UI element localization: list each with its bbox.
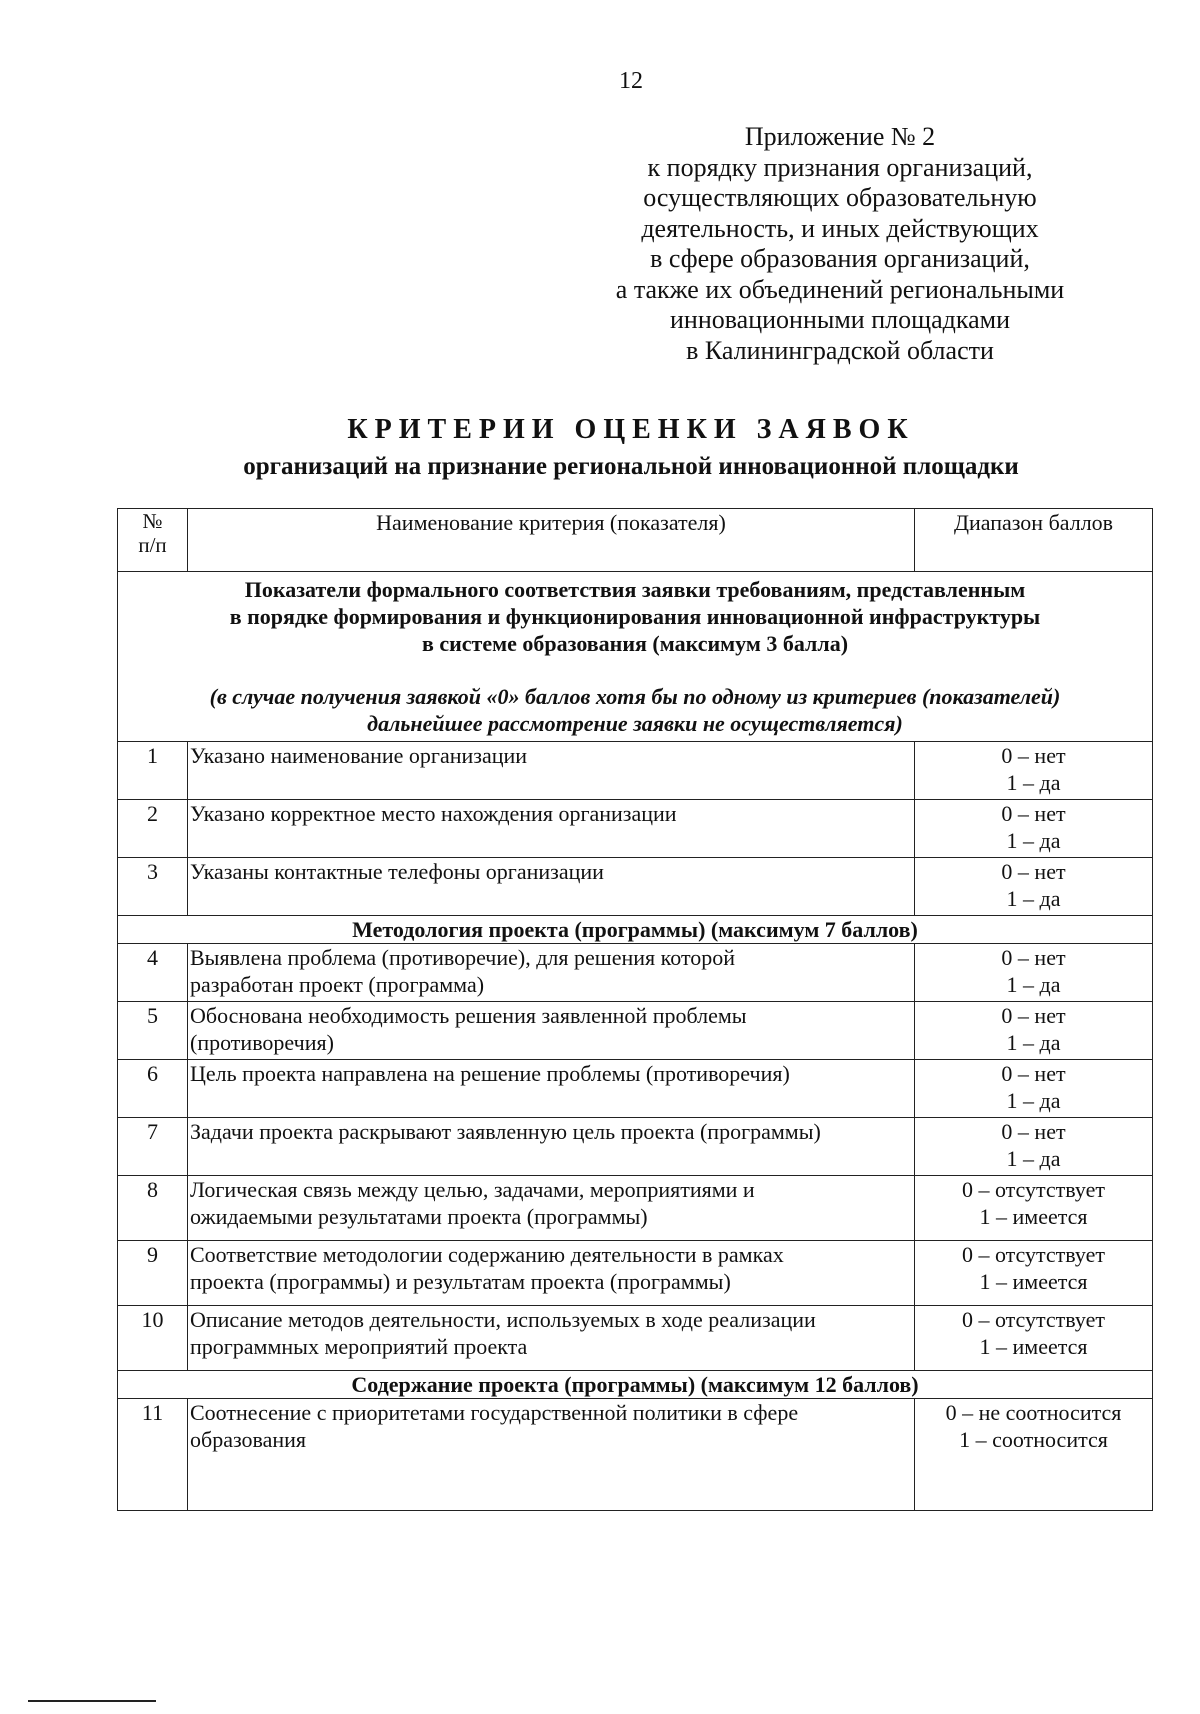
row-criterion	[188, 1176, 915, 1241]
appendix-line: деятельность, и иных действующих	[641, 213, 1039, 243]
header-criterion: Наименование критерия (показателя)	[188, 509, 915, 572]
section-line: Показатели формального соответствия заявки требованиям, представленным	[244, 577, 1026, 602]
score-option: 1 – имеется	[979, 1204, 1088, 1229]
criterion-line: Логическая связь между целью, задачами, мероприятиями и	[190, 1177, 755, 1202]
row-score-range	[915, 858, 1153, 916]
row-criterion	[188, 1399, 915, 1511]
criterion-line: Обоснована необходимость решения заявленной проблемы	[190, 1003, 747, 1028]
table-row	[118, 1060, 1153, 1118]
row-criterion	[188, 944, 915, 1002]
page-number: 12	[619, 68, 643, 94]
section-line: в системе образования (максимум 3 балла)	[421, 631, 849, 656]
row-number: 2	[118, 800, 188, 858]
row-score-range	[915, 1176, 1153, 1241]
table-row	[118, 1118, 1153, 1176]
row-number: 9	[118, 1241, 188, 1306]
score-option: 0 – нет	[1001, 1061, 1066, 1086]
row-number: 1	[118, 742, 188, 800]
score-option: 1 – да	[1006, 1088, 1061, 1113]
criterion-line: образования	[190, 1427, 307, 1452]
section-title: Методология проекта (программы) (максимум 7 баллов)	[118, 916, 1153, 944]
score-option: 1 – да	[1006, 1030, 1061, 1055]
criterion-line: Выявлена проблема (противоречие), для решения которой	[190, 945, 736, 970]
section-note-line: (в случае получения заявкой «0» баллов хотя бы по одному из критериев (показателей)	[209, 684, 1061, 709]
row-number: 10	[118, 1306, 188, 1371]
criterion-line: Соотнесение с приоритетами государственной политики в сфере	[190, 1400, 799, 1425]
row-score-range	[915, 1399, 1153, 1511]
criterion-line: Цель проекта направлена на решение проблемы (противоречия)	[190, 1061, 790, 1086]
score-option: 0 – нет	[1001, 945, 1066, 970]
appendix-block	[560, 122, 1120, 366]
score-option: 1 – имеется	[979, 1269, 1088, 1294]
header-number	[118, 509, 188, 572]
row-number: 8	[118, 1176, 188, 1241]
criterion-line: программных мероприятий проекта	[190, 1334, 528, 1359]
document-title: КРИТЕРИИ ОЦЕНКИ ЗАЯВОК	[347, 414, 915, 445]
criterion-line: проекта (программы) и результатам проекта (программы)	[190, 1269, 731, 1294]
row-criterion	[188, 1306, 915, 1371]
appendix-line: к порядку признания организаций,	[647, 152, 1033, 182]
table-row	[118, 742, 1153, 800]
table-row	[118, 858, 1153, 916]
score-option: 0 – отсутствует	[961, 1177, 1106, 1202]
section-note-line: дальнейшее рассмотрение заявки не осуществляется)	[367, 711, 903, 736]
row-criterion: Указано наименование организации	[188, 742, 915, 800]
appendix-line: осуществляющих образовательную	[643, 183, 1037, 212]
table-row	[118, 1399, 1153, 1511]
score-option: 1 – имеется	[979, 1334, 1088, 1359]
row-criterion	[188, 1002, 915, 1060]
score-option: 0 – не соотносится	[945, 1400, 1122, 1425]
table-row	[118, 1176, 1153, 1241]
row-number: 5	[118, 1002, 188, 1060]
table-row	[118, 1241, 1153, 1306]
document-subtitle: организаций на признание региональной инновационной площадки	[243, 453, 1019, 480]
row-score-range	[915, 944, 1153, 1002]
header-number-line: п/п	[138, 533, 167, 557]
score-option: 0 – нет	[1001, 1003, 1066, 1028]
criterion-line: Описание методов деятельности, используемых в ходе реализации	[190, 1307, 816, 1332]
criterion-line: Задачи проекта раскрывают заявленную цель проекта (программы)	[190, 1119, 821, 1144]
appendix-line: Приложение № 2	[744, 122, 936, 151]
score-option: 0 – нет	[1001, 743, 1066, 768]
table-row	[118, 800, 1153, 858]
header-number-line: №	[142, 509, 163, 533]
criteria-table	[117, 508, 1153, 1511]
score-option: 1 – да	[1006, 828, 1061, 853]
row-number: 7	[118, 1118, 188, 1176]
section-header-content	[118, 1371, 1153, 1399]
section-title: Содержание проекта (программы) (максимум 12 баллов)	[118, 1371, 1153, 1399]
score-option: 1 – да	[1006, 972, 1061, 997]
row-score-range	[915, 742, 1153, 800]
score-option: 0 – нет	[1001, 1119, 1066, 1144]
row-number: 3	[118, 858, 188, 916]
criterion-line: разработан проект (программа)	[190, 972, 485, 997]
score-option: 0 – нет	[1001, 859, 1066, 884]
table-row	[118, 944, 1153, 1002]
row-criterion	[188, 1060, 915, 1118]
score-option: 1 – соотносится	[959, 1427, 1108, 1452]
section-header-methodology	[118, 916, 1153, 944]
row-criterion: Указано корректное место нахождения организации	[188, 800, 915, 858]
section-header-formal	[118, 572, 1153, 742]
row-criterion	[188, 1241, 915, 1306]
row-score-range	[915, 1002, 1153, 1060]
appendix-line: а также их объединений региональными	[615, 274, 1065, 304]
row-number: 6	[118, 1060, 188, 1118]
table-header-row	[118, 509, 1153, 572]
row-score-range	[915, 1060, 1153, 1118]
appendix-line: в сфере образования организаций,	[650, 244, 1030, 273]
footnote-divider	[28, 1700, 156, 1702]
score-option: 1 – да	[1006, 770, 1061, 795]
row-number: 4	[118, 944, 188, 1002]
row-criterion: Указаны контактные телефоны организации	[188, 858, 915, 916]
row-score-range	[915, 1118, 1153, 1176]
score-option: 0 – отсутствует	[961, 1242, 1106, 1267]
score-option: 1 – да	[1006, 886, 1061, 911]
score-option: 1 – да	[1006, 1146, 1061, 1171]
header-score-range: Диапазон баллов	[915, 509, 1153, 572]
score-option: 0 – нет	[1001, 801, 1066, 826]
appendix-line: в Калининградской области	[686, 335, 994, 365]
table-row	[118, 1306, 1153, 1371]
row-score-range	[915, 800, 1153, 858]
criterion-line: ожидаемыми результатами проекта (программы)	[190, 1204, 648, 1229]
score-option: 0 – отсутствует	[961, 1307, 1106, 1332]
appendix-line: инновационными площадками	[669, 305, 1011, 334]
row-number: 11	[118, 1399, 188, 1511]
criterion-line: (противоречия)	[190, 1030, 334, 1055]
row-score-range	[915, 1306, 1153, 1371]
row-score-range	[915, 1241, 1153, 1306]
row-criterion	[188, 1118, 915, 1176]
criterion-line: Соответствие методологии содержанию деятельности в рамках	[190, 1242, 784, 1267]
table-row	[118, 1002, 1153, 1060]
section-line: в порядке формирования и функционирования инновационной инфраструктуры	[229, 604, 1041, 629]
